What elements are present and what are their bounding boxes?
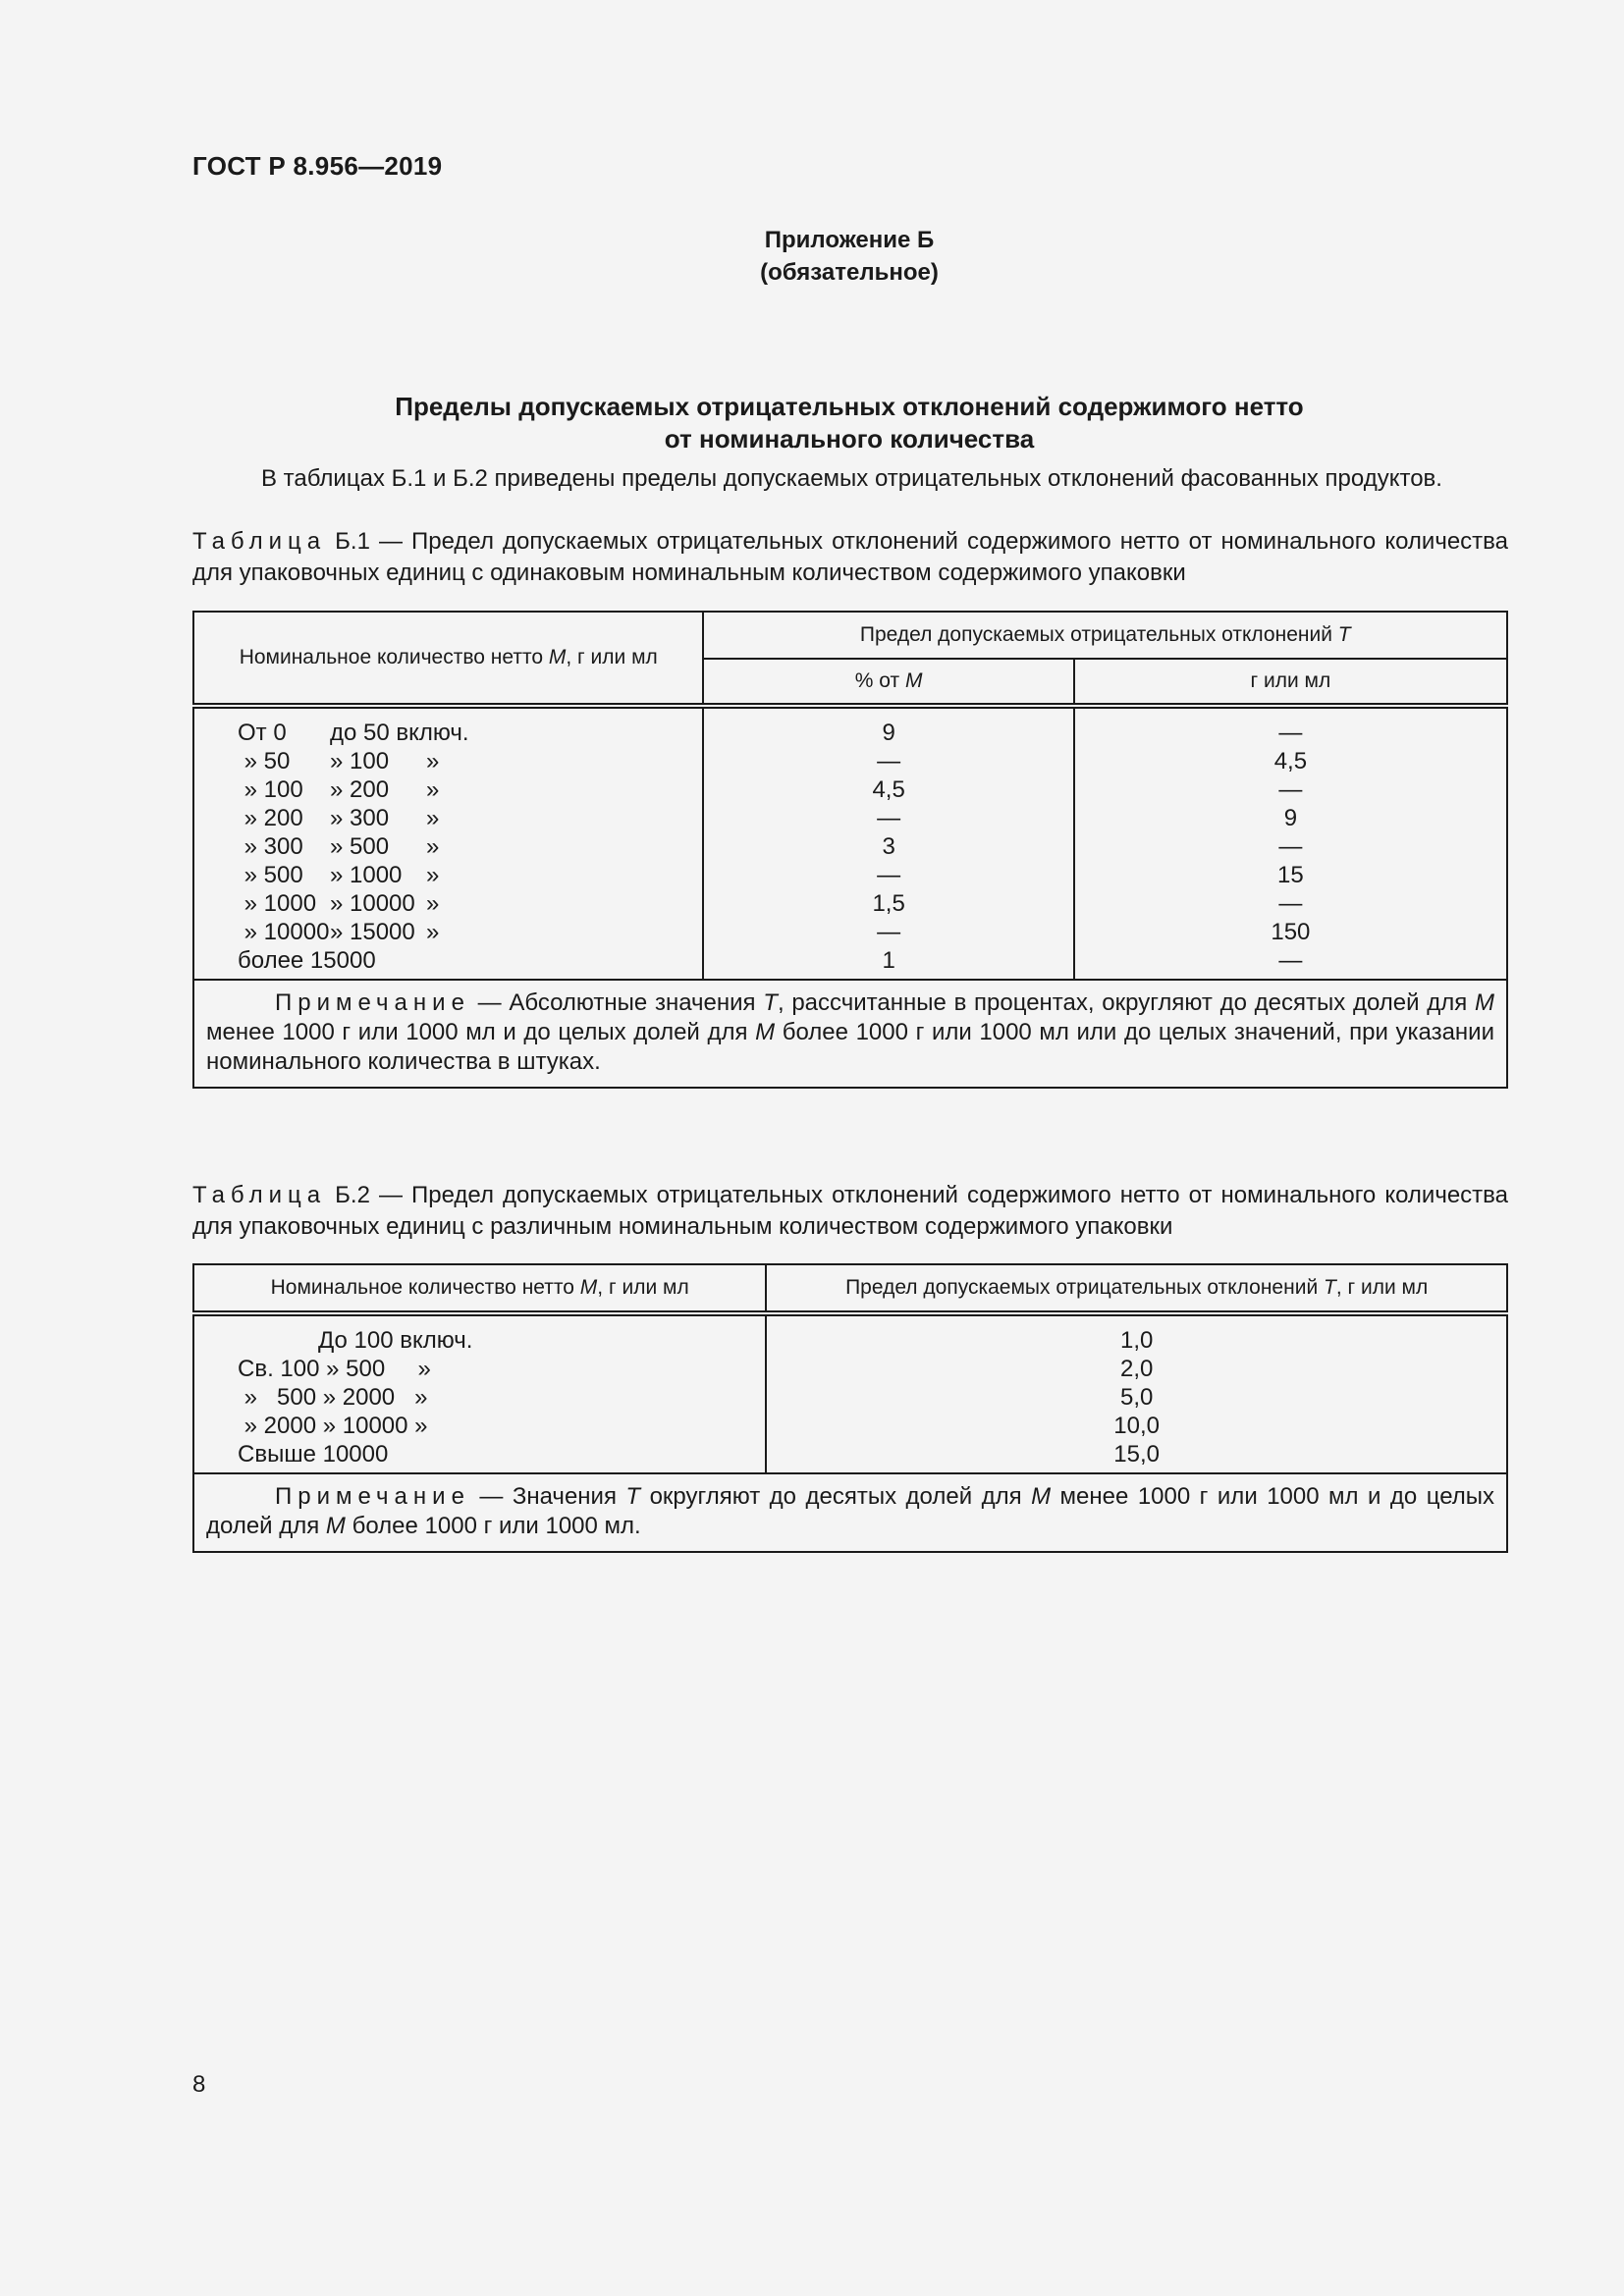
table-b1-percent-values	[703, 706, 1073, 980]
percent-value: 4,5	[872, 776, 905, 803]
table-row: » 500 » 2000 »	[238, 1384, 428, 1411]
table-b2-header-limit: Предел допускаемых отрицательных отклонений T, г или мл	[766, 1264, 1507, 1313]
range-to: » 100	[330, 748, 390, 774]
table-b1-note-label: Примечание	[275, 989, 470, 1016]
percent-value: —	[877, 919, 901, 945]
limit-value: 10,0	[1113, 1413, 1161, 1439]
absolute-value: —	[1278, 890, 1303, 917]
absolute-value: 9	[1283, 805, 1298, 831]
range-unit-mark: »	[426, 862, 440, 888]
percent-value: —	[877, 748, 901, 774]
range-to: » 300	[330, 805, 390, 831]
range-to: » 10000	[330, 890, 415, 917]
appendix-title: Приложение Б	[764, 227, 935, 253]
table-row	[238, 889, 702, 918]
range-unit-mark: »	[426, 748, 440, 774]
table-b1-caption-label: Таблица	[192, 528, 327, 555]
absolute-value: —	[1278, 947, 1303, 974]
table-b2	[192, 1263, 1508, 1553]
percent-value: 1	[882, 947, 895, 974]
absolute-value: —	[1278, 776, 1303, 803]
absolute-value: —	[1278, 833, 1303, 860]
range-unit-mark: »	[426, 833, 440, 860]
range-to: до 50 включ.	[330, 720, 469, 746]
percent-value: 3	[882, 833, 895, 860]
absolute-value: —	[1278, 720, 1303, 746]
table-row: Свыше 10000	[238, 1441, 389, 1468]
table-row	[238, 775, 702, 804]
table-row	[238, 719, 702, 747]
page-number: 8	[192, 2071, 206, 2098]
table-row	[238, 946, 702, 975]
range-from: более 15000	[238, 947, 376, 974]
table-b1-note: Примечание — Абсолютные значения T, рассчитанные в процентах, округляют до десятых долей для M менее 1000 г или 1000 мл и до целых долей для M более 1000 г или 1000 мл или до целых значений, при указании номинального количества в штуках.	[193, 980, 1507, 1088]
table-b2-values	[766, 1313, 1507, 1473]
absolute-value: 4,5	[1273, 748, 1308, 774]
document-header: ГОСТ Р 8.956—2019	[192, 151, 443, 181]
table-b1-ranges	[193, 706, 703, 980]
limit-value: 15,0	[1113, 1441, 1161, 1468]
table-row	[238, 804, 702, 832]
range-to: » 500	[330, 833, 390, 860]
table-row: До 100 включ.	[318, 1327, 473, 1354]
absolute-value: 150	[1271, 919, 1311, 945]
range-unit-mark: »	[426, 776, 440, 803]
range-from: » 500	[238, 862, 303, 888]
table-b2-header-quantity: Номинальное количество нетто M, г или мл	[193, 1264, 766, 1313]
table-row	[238, 747, 702, 775]
limit-value: 2,0	[1119, 1356, 1154, 1382]
percent-value: 1,5	[872, 890, 905, 917]
percent-value: —	[877, 805, 901, 831]
table-b2-note: Примечание — Значения T округляют до десятых долей для M менее 1000 г или 1000 мл и до целых долей для M более 1000 г или 1000 мл.	[193, 1473, 1507, 1552]
range-from: » 200	[238, 805, 303, 831]
table-row: » 2000 » 10000 »	[238, 1413, 428, 1439]
table-b1	[192, 611, 1508, 1089]
percent-value: 9	[882, 720, 895, 746]
range-to: » 200	[330, 776, 390, 803]
table-b1-header-quantity: Номинальное количество нетто M, г или мл	[193, 612, 703, 706]
table-row	[238, 918, 702, 946]
percent-value: —	[877, 862, 901, 888]
range-to: » 1000	[330, 862, 403, 888]
table-b1-caption-text: Б.1 — Предел допускаемых отрицательных отклонений содержимого нетто от номинального количества для упаковочных единиц с одинаковым номинальным количеством содержимого упаковки	[192, 528, 1508, 586]
range-from: » 300	[238, 833, 303, 860]
table-b2-caption	[192, 1180, 1508, 1243]
table-row	[238, 861, 702, 889]
table-b1-absolute-values	[1074, 706, 1507, 980]
table-b1-header-percent: % от M	[703, 659, 1073, 706]
range-from: » 1000	[238, 890, 317, 917]
range-from: От 0	[238, 720, 287, 746]
appendix-status: (обязательное)	[760, 259, 939, 286]
intro-paragraph: В таблицах Б.1 и Б.2 приведены пределы допускаемых отрицательных отклонений фасованных продуктов.	[261, 465, 1442, 492]
limit-value: 1,0	[1119, 1327, 1154, 1354]
table-b2-caption-label: Таблица	[192, 1182, 327, 1208]
range-from: » 50	[238, 748, 291, 774]
range-unit-mark: »	[426, 805, 440, 831]
table-b2-caption-text: Б.2 — Предел допускаемых отрицательных отклонений содержимого нетто от номинального количества для упаковочных единиц с различным номинальным количеством содержимого упаковки	[192, 1182, 1508, 1240]
table-row: Св. 100 » 500 »	[238, 1356, 431, 1382]
range-to: » 15000	[330, 919, 415, 945]
range-from: » 10000	[238, 919, 330, 945]
table-b1-header-limit: Предел допускаемых отрицательных отклонений T	[703, 612, 1507, 659]
table-b2-note-label: Примечание	[275, 1483, 470, 1510]
section-title-line1: Пределы допускаемых отрицательных отклонений содержимого нетто	[395, 392, 1304, 421]
section-title-line2: от номинального количества	[664, 424, 1035, 454]
range-from: » 100	[238, 776, 303, 803]
limit-value: 5,0	[1119, 1384, 1154, 1411]
table-b1-header-absolute: г или мл	[1074, 659, 1507, 706]
absolute-value: 15	[1277, 862, 1304, 888]
range-unit-mark: »	[426, 919, 440, 945]
range-unit-mark: »	[426, 890, 440, 917]
table-row	[238, 832, 702, 861]
section-title	[0, 391, 1624, 455]
table-b2-ranges	[193, 1313, 766, 1473]
table-b1-caption	[192, 526, 1508, 589]
appendix-heading	[0, 224, 1624, 289]
